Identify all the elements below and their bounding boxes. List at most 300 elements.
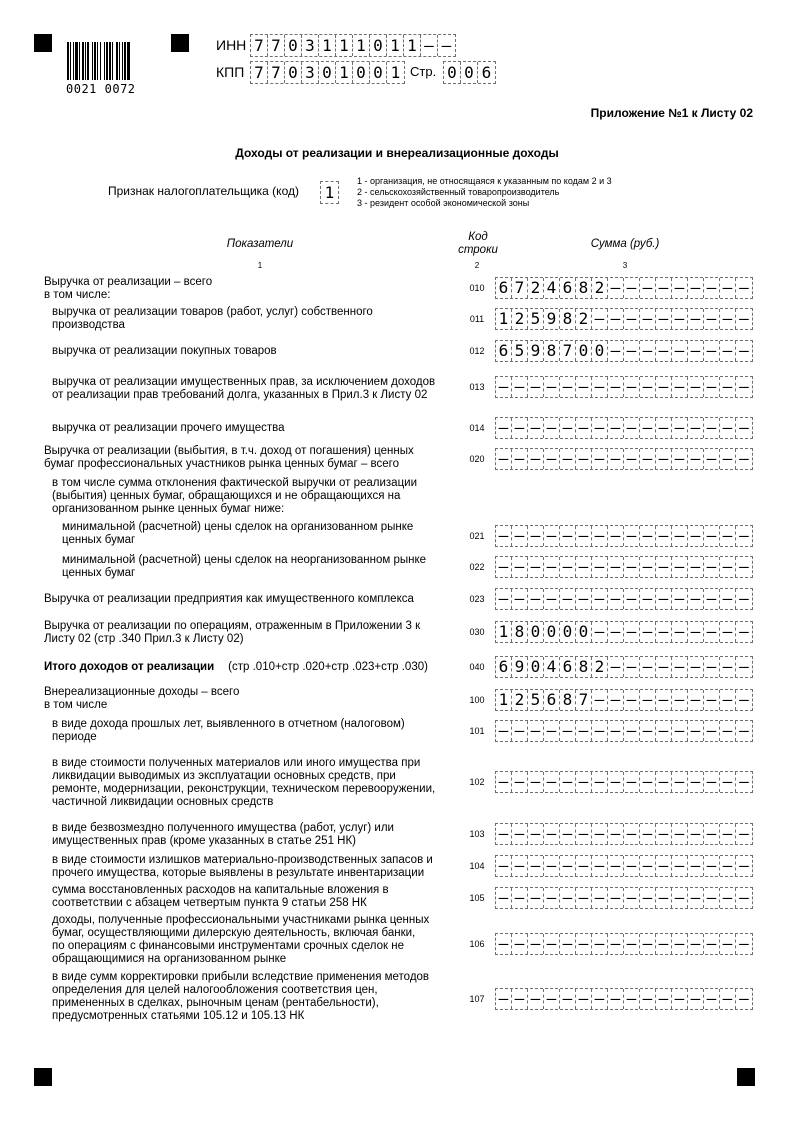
digit-cell: – [512, 449, 528, 469]
digit-cell: – [608, 557, 624, 577]
row-label [44, 445, 414, 471]
digit-cell: – [656, 418, 672, 438]
digit-cell: – [592, 690, 608, 710]
sum-field-020[interactable] [495, 448, 753, 470]
digit-cell: 1 [336, 35, 353, 56]
column-header-code-line: Код [468, 231, 488, 243]
digit-cell: – [608, 690, 624, 710]
digit-cell: – [672, 772, 688, 792]
digit-cell: – [720, 557, 736, 577]
row-code: 010 [469, 283, 485, 293]
row-label-line: определения для целей налогообложения соответствия цен, [52, 984, 378, 996]
sum-field-012[interactable] [495, 340, 753, 362]
digit-cell: – [544, 934, 560, 954]
row-code: 107 [469, 994, 485, 1004]
digit-cell: – [704, 888, 720, 908]
digit-cell: – [624, 690, 640, 710]
column-number-1: 1 [257, 261, 263, 270]
digit-cell: – [608, 589, 624, 609]
row-label-line: ремонте, модернизации, реконструкции, техническом перевооружении, [52, 783, 436, 795]
digit-cell: 1 [390, 63, 401, 82]
digit-cell: – [688, 557, 704, 577]
column-number-3: 3 [622, 261, 628, 270]
digit-cell: – [528, 721, 544, 741]
digit-cell: – [624, 622, 640, 642]
digit-cell: – [624, 526, 640, 546]
digit-cell: – [608, 418, 624, 438]
digit-cell: – [739, 934, 749, 953]
row-label-line: бумаг, осуществляющими дилерскую деятельность, включая банки, [52, 927, 416, 939]
digit-cell: – [688, 657, 704, 677]
subnote-line: организованном рынке ценных бумаг ниже: [52, 503, 285, 515]
sum-field-104[interactable] [495, 855, 753, 877]
digit-cell: – [496, 772, 512, 792]
row-label-formula: (стр .010+стр .020+стр .023+стр .030) [228, 661, 428, 673]
digit-cell: – [496, 526, 512, 546]
digit-cell: – [656, 934, 672, 954]
row-label [52, 376, 435, 402]
digit-cell: – [704, 824, 720, 844]
digit-cell: – [512, 888, 528, 908]
column-header-sum: Сумма (руб.) [590, 238, 660, 250]
digit-cell: – [592, 989, 608, 1009]
digit-cell: – [576, 989, 592, 1009]
digit-cell: – [672, 449, 688, 469]
digit-cell: – [608, 278, 624, 298]
row-label [52, 884, 389, 910]
digit-cell: – [672, 721, 688, 741]
digit-cell: – [704, 377, 720, 397]
inn-label: ИНН [216, 37, 247, 53]
sum-field-100[interactable] [495, 689, 753, 711]
digit-cell: 0 [560, 622, 576, 642]
row-label-line: в виде безвозмездно полученного имущества (работ, услуг) или [52, 822, 394, 834]
digit-cell: – [592, 888, 608, 908]
digit-cell: 7 [512, 278, 528, 298]
digit-cell: – [704, 309, 720, 329]
digit-cell: – [672, 824, 688, 844]
row-label-line: примененных в сделках, рыночным ценам (рентабельности), [52, 997, 379, 1009]
digit-cell: 7 [251, 62, 268, 83]
digit-cell: – [624, 309, 640, 329]
digit-cell: 6 [481, 63, 492, 82]
digit-cell: – [739, 526, 749, 545]
digit-cell: – [608, 449, 624, 469]
page-label: Стр. [410, 64, 437, 79]
digit-cell: 7 [268, 35, 285, 56]
digit-cell: – [528, 934, 544, 954]
digit-cell: – [672, 989, 688, 1009]
taxpayer-sign-value: 1 [324, 183, 335, 202]
digit-cell: – [560, 418, 576, 438]
digit-cell: – [688, 856, 704, 876]
digit-cell: – [656, 526, 672, 546]
digit-cell: 7 [576, 690, 592, 710]
digit-cell: – [624, 721, 640, 741]
digit-cell: – [720, 377, 736, 397]
digit-cell: 8 [560, 690, 576, 710]
sum-field-021[interactable] [495, 525, 753, 547]
digit-cell: – [640, 657, 656, 677]
digit-cell: – [528, 824, 544, 844]
page-title: Доходы от реализации и внереализационные доходы [235, 146, 559, 160]
digit-cell: – [608, 888, 624, 908]
row-label-line: выручка от реализации товаров (работ, услуг) собственного [52, 306, 373, 318]
taxpayer-sign-field[interactable] [320, 181, 339, 204]
digit-cell: – [656, 772, 672, 792]
digit-cell: – [544, 888, 560, 908]
digit-cell: – [656, 824, 672, 844]
row-label-line: обращающимися на организованном рынке [52, 953, 287, 965]
digit-cell: – [656, 888, 672, 908]
digit-cell: 0 [528, 657, 544, 677]
digit-cell: 1 [319, 35, 336, 56]
sum-field-101[interactable] [495, 720, 753, 742]
digit-cell: – [624, 934, 640, 954]
digit-cell: – [672, 341, 688, 361]
digit-cell: – [688, 721, 704, 741]
digit-cell: 0 [353, 62, 370, 83]
digit-cell: 6 [496, 341, 512, 361]
column-header-code-line: строки [458, 244, 498, 256]
digit-cell: – [496, 418, 512, 438]
digit-cell: – [624, 589, 640, 609]
digit-cell: – [512, 772, 528, 792]
digit-cell: – [592, 418, 608, 438]
digit-cell: – [688, 526, 704, 546]
digit-cell: – [560, 989, 576, 1009]
digit-cell: – [720, 589, 736, 609]
digit-cell: – [640, 888, 656, 908]
digit-cell: – [592, 772, 608, 792]
digit-cell: – [608, 721, 624, 741]
digit-cell: 6 [496, 278, 512, 298]
taxpayer-sign-label: Признак налогоплательщика (код) [108, 184, 299, 198]
sum-field-102[interactable] [495, 771, 753, 793]
digit-cell: – [720, 449, 736, 469]
digit-cell: 6 [560, 657, 576, 677]
row-label-line: в том числе [44, 699, 108, 711]
sum-field-040[interactable] [495, 656, 753, 678]
row-label-line: ликвидации выводимых из эксплуатации основных средств, при [52, 770, 396, 782]
digit-cell: – [656, 989, 672, 1009]
digit-cell: 1 [496, 622, 512, 642]
digit-cell: – [624, 418, 640, 438]
digit-cell: – [704, 557, 720, 577]
digit-cell: – [528, 888, 544, 908]
digit-cell: – [720, 856, 736, 876]
row-label [44, 276, 212, 302]
digit-cell: – [560, 589, 576, 609]
row-label-line: периоде [52, 731, 97, 743]
digit-cell: – [512, 418, 528, 438]
kpp-field[interactable] [250, 61, 405, 84]
digit-cell: – [640, 341, 656, 361]
digit-cell: 6 [560, 278, 576, 298]
digit-cell: – [739, 888, 749, 907]
digit-cell: 6 [544, 690, 560, 710]
digit-cell: – [688, 589, 704, 609]
digit-cell: – [592, 622, 608, 642]
digit-cell: 0 [576, 341, 592, 361]
digit-cell: – [512, 856, 528, 876]
row-label [52, 822, 394, 848]
subnote-line: в том числе сумма отклонения фактической выручки от реализации [52, 477, 418, 489]
row-label-line: доходы, полученные профессиональными участниками рынка ценных [52, 914, 430, 926]
digit-cell: – [640, 377, 656, 397]
digit-cell: – [576, 772, 592, 792]
digit-cell: – [592, 721, 608, 741]
digit-cell: – [656, 449, 672, 469]
digit-cell: – [496, 589, 512, 609]
digit-cell: – [739, 622, 749, 641]
digit-cell: – [672, 856, 688, 876]
digit-cell: – [512, 589, 528, 609]
inn-field[interactable] [250, 34, 456, 57]
digit-cell: – [739, 449, 749, 468]
digit-cell: – [688, 772, 704, 792]
digit-cell: – [608, 934, 624, 954]
row-label-line: сумма восстановленных расходов на капитальные вложения в [52, 884, 389, 896]
digit-cell: – [672, 888, 688, 908]
sum-field-105[interactable] [495, 887, 753, 909]
digit-cell: – [576, 721, 592, 741]
digit-cell: – [704, 721, 720, 741]
digit-cell: – [560, 772, 576, 792]
digit-cell: 5 [528, 309, 544, 329]
digit-cell: – [640, 934, 656, 954]
digit-cell: – [496, 934, 512, 954]
row-label-line: от реализации прав требований долга, указанных в Прил.3 к Листу 02 [52, 389, 428, 401]
digit-cell: – [624, 341, 640, 361]
digit-cell: – [688, 622, 704, 642]
digit-cell: 0 [544, 622, 560, 642]
digit-cell: 1 [404, 35, 421, 56]
row-label-line: Выручка от реализации – всего [44, 276, 213, 288]
digit-cell: – [704, 526, 720, 546]
sum-field-022[interactable] [495, 556, 753, 578]
digit-cell: – [608, 989, 624, 1009]
digit-cell: – [528, 526, 544, 546]
digit-cell: – [704, 278, 720, 298]
digit-cell: – [688, 989, 704, 1009]
digit-cell: 0 [370, 35, 387, 56]
corner-marker-top-left [34, 34, 52, 52]
row-code: 013 [469, 382, 485, 392]
digit-cell: – [720, 657, 736, 677]
digit-cell: – [704, 341, 720, 361]
digit-cell: 5 [512, 341, 528, 361]
digit-cell: – [640, 622, 656, 642]
digit-cell: 1 [496, 690, 512, 710]
digit-cell: – [544, 824, 560, 844]
digit-cell: – [720, 989, 736, 1009]
digit-cell: 2 [592, 657, 608, 677]
digit-cell: – [656, 278, 672, 298]
digit-cell: – [720, 690, 736, 710]
row-label-line: минимальной (расчетной) цены сделок на организованном рынке [62, 521, 414, 533]
digit-cell: – [608, 622, 624, 642]
digit-cell: – [592, 449, 608, 469]
digit-cell: 2 [512, 690, 528, 710]
row-020-subnote [52, 477, 417, 516]
row-label-line: имущественных прав (кроме указанных в статье 251 НК) [52, 835, 356, 847]
digit-cell: – [496, 721, 512, 741]
sum-field-014[interactable] [495, 417, 753, 439]
digit-cell: 6 [496, 657, 512, 677]
digit-cell: 0 [528, 622, 544, 642]
appendix-label: Приложение №1 к Листу 02 [590, 106, 753, 120]
digit-cell: 1 [336, 62, 353, 83]
digit-cell: – [544, 526, 560, 546]
row-label [44, 661, 428, 674]
digit-cell: – [560, 557, 576, 577]
digit-cell: – [624, 989, 640, 1009]
sum-field-013[interactable] [495, 376, 753, 398]
kpp-label: КПП [216, 64, 245, 80]
row-label-line: соответствии с абзацем четвертым пункта 9 статьи 258 НК [52, 897, 367, 909]
page-number-field[interactable] [443, 61, 496, 84]
digit-cell: 0 [285, 62, 302, 83]
digit-cell: – [688, 934, 704, 954]
digit-cell: 3 [302, 62, 319, 83]
digit-cell: – [640, 989, 656, 1009]
sum-field-023[interactable] [495, 588, 753, 610]
row-code: 105 [469, 893, 485, 903]
digit-cell: – [640, 824, 656, 844]
digit-cell: – [720, 418, 736, 438]
digit-cell: – [720, 721, 736, 741]
digit-cell: 3 [302, 35, 319, 56]
digit-cell: – [688, 377, 704, 397]
sum-field-010[interactable] [495, 277, 753, 299]
digit-cell: – [560, 856, 576, 876]
digit-cell: – [704, 989, 720, 1009]
digit-cell: – [656, 690, 672, 710]
digit-cell: – [560, 526, 576, 546]
digit-cell: – [720, 278, 736, 298]
digit-cell: – [720, 526, 736, 546]
digit-cell: – [576, 934, 592, 954]
digit-cell: – [656, 622, 672, 642]
digit-cell: – [640, 856, 656, 876]
row-label [52, 757, 435, 809]
digit-cell: – [672, 278, 688, 298]
row-label [52, 345, 277, 358]
sum-field-011[interactable] [495, 308, 753, 330]
digit-cell: – [512, 526, 528, 546]
digit-cell: 7 [268, 62, 285, 83]
digit-cell: – [688, 418, 704, 438]
digit-cell: – [739, 557, 749, 576]
digit-cell: 8 [512, 622, 528, 642]
digit-cell: – [688, 309, 704, 329]
digit-cell: – [704, 856, 720, 876]
digit-cell: – [624, 377, 640, 397]
sum-field-107[interactable] [495, 988, 753, 1010]
row-label-line: Листу 02 (стр .340 Прил.3 к Листу 02) [44, 633, 244, 645]
digit-cell: – [656, 657, 672, 677]
row-label-line: Выручка от реализации предприятия как имущественного комплекса [44, 593, 414, 605]
digit-cell: – [544, 377, 560, 397]
digit-cell: 9 [512, 657, 528, 677]
digit-cell: – [640, 690, 656, 710]
row-code: 011 [469, 314, 485, 324]
digit-cell: – [672, 589, 688, 609]
row-label-line: частичной ликвидации основных средств [52, 796, 274, 808]
row-code: 022 [469, 562, 485, 572]
column-number-2: 2 [474, 261, 480, 270]
row-label [52, 971, 429, 1023]
digit-cell: – [672, 557, 688, 577]
digit-cell: – [688, 449, 704, 469]
taxpayer-sign-note: 2 - сельскохозяйственный товаропроизводитель [357, 187, 560, 197]
digit-cell: – [624, 772, 640, 792]
row-label [44, 620, 420, 646]
row-label-line: Внереализационные доходы – всего [44, 686, 240, 698]
digit-cell: – [592, 557, 608, 577]
row-code: 021 [469, 531, 485, 541]
digit-cell: 2 [576, 309, 592, 329]
digit-cell: – [704, 772, 720, 792]
digit-cell: – [560, 934, 576, 954]
digit-cell: – [656, 557, 672, 577]
digit-cell: – [592, 934, 608, 954]
row-code: 104 [469, 861, 485, 871]
row-code: 103 [469, 829, 485, 839]
digit-cell: – [720, 888, 736, 908]
digit-cell: – [739, 772, 749, 791]
digit-cell: – [528, 377, 544, 397]
row-label [62, 554, 426, 580]
digit-cell: – [512, 557, 528, 577]
digit-cell: 9 [544, 309, 560, 329]
digit-cell: – [640, 418, 656, 438]
digit-cell: – [739, 278, 749, 297]
digit-cell: – [739, 856, 749, 875]
row-label-line: ценных бумаг [62, 534, 136, 546]
row-label-line: в виде дохода прошлых лет, выявленного в отчетном (налоговом) [52, 718, 405, 730]
digit-cell: – [704, 449, 720, 469]
row-label-line: ценных бумаг [62, 567, 136, 579]
digit-cell: – [421, 35, 438, 56]
digit-cell: – [576, 418, 592, 438]
digit-cell: – [640, 772, 656, 792]
digit-cell: – [672, 622, 688, 642]
digit-cell: – [656, 721, 672, 741]
digit-cell: – [672, 690, 688, 710]
sum-field-030[interactable] [495, 621, 753, 643]
row-code: 012 [469, 346, 485, 356]
row-label-line: выручка от реализации прочего имущества [52, 422, 285, 434]
digit-cell: – [576, 824, 592, 844]
digit-cell: – [672, 418, 688, 438]
digit-cell: – [704, 934, 720, 954]
digit-cell: – [656, 341, 672, 361]
digit-cell: – [528, 449, 544, 469]
row-label-line: бумаг профессиональных участников рынка ценных бумаг – всего [44, 458, 399, 470]
sum-field-103[interactable] [495, 823, 753, 845]
digit-cell: – [656, 589, 672, 609]
digit-cell: – [544, 772, 560, 792]
digit-cell: – [608, 772, 624, 792]
digit-cell: 7 [560, 341, 576, 361]
row-label [52, 854, 433, 880]
digit-cell: – [496, 449, 512, 469]
sum-field-106[interactable] [495, 933, 753, 955]
digit-cell: – [739, 721, 749, 740]
row-label-line: производства [52, 319, 125, 331]
